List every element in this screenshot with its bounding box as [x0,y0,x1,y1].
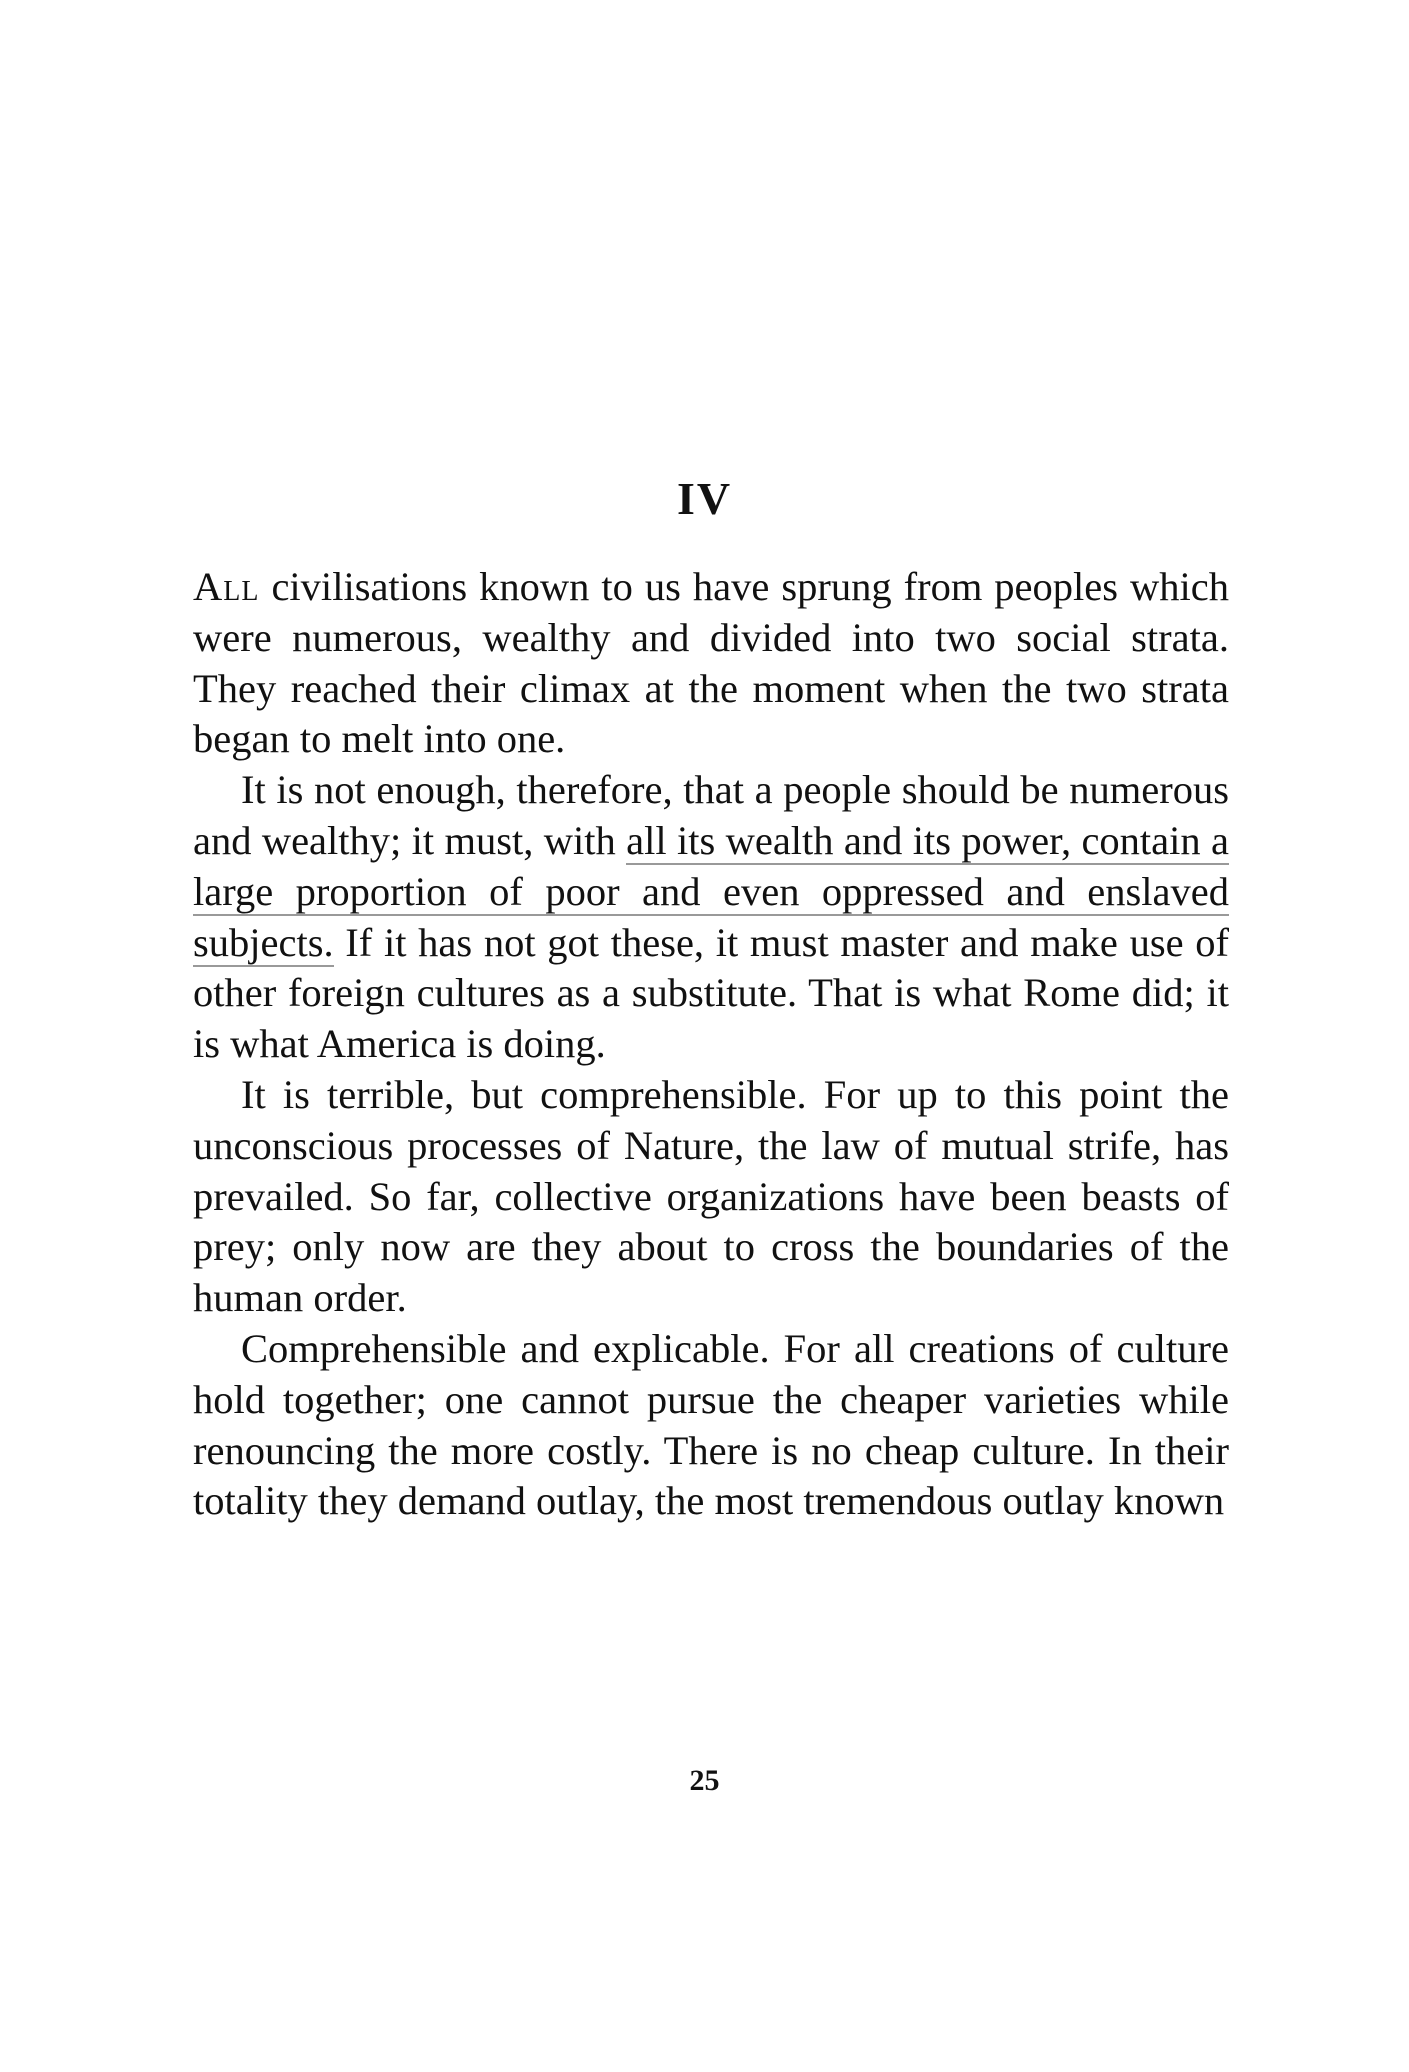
pencil-underlined-passage: all its wealth and its power, contain a large proportion of poor and even oppressed and enslaved subjects. [193,817,1229,965]
paragraph-lead-smallcaps: All [193,564,260,609]
paragraph-text-before-mark: It is not enough, therefore, that a people should be numerous and wealthy; it must, with [193,767,1229,863]
paragraph-3 [193,1070,1229,1324]
paragraph-4 [193,1324,1229,1527]
paragraph-1 [193,562,1229,765]
paragraph-text-after-mark: If it has not got these, it must master and make use of other foreign cultures as a substitute. That is what Rome did; it is what America is doing. [193,919,1229,1067]
body-text [193,562,1229,1527]
page-number: 25 [689,1764,720,1797]
paragraph-text: Comprehensible and explicable. For all creations of culture hold together; one cannot pursue the cheaper varieties while renouncing the more costly. There is no cheap culture. In their totality they demand outlay, the most tremendous outlay known [193,1325,1229,1524]
chapter-heading: IV [676,473,733,524]
paragraph-2 [193,765,1229,1070]
paragraph-text: It is terrible, but comprehensible. For up to this point the unconscious processes of Nature, the law of mutual strife, has prevailed. So far, collective organizations have been beasts of prey; only now are they about to cross the boundaries of the human order. [193,1071,1229,1321]
paragraph-text: civilisations known to us have sprung from peoples which were numerous, wealthy and divided into two social strata. They reached their climax at the moment when the two strata began to melt into one. [193,564,1229,762]
